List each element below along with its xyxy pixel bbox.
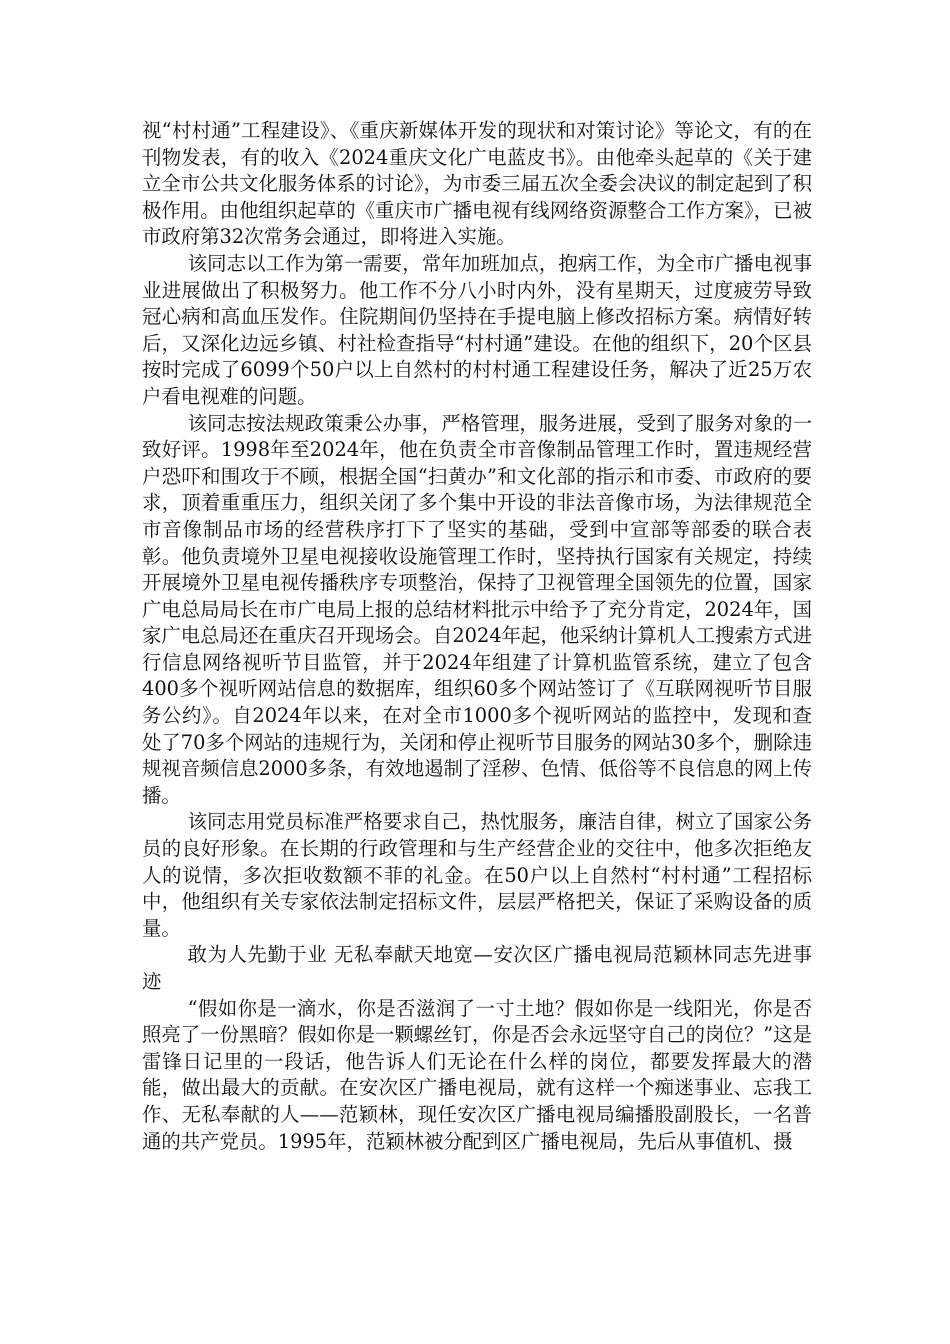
paragraph-integrity: 该同志用党员标准严格要求自己，热忱服务，廉洁自律，树立了国家公务员的良好形象。在长期的行政管理和与生产经营企业的交往中，他多次拒绝友人的说情，多次拒收数额不菲的礼金。在50户以上自然村“村村通”工程招标中，他组织有关专家依法制定招标文件，层层严格把关，保证了采购设备的质量。	[142, 810, 812, 940]
section-heading: 敢为人先勤于业 无私奉献天地宽—安次区广播电视局范颖林同志先进事迹	[142, 943, 812, 993]
paragraph-dedication: 该同志以工作为第一需要，常年加班加点，抱病工作，为全市广播电视事业进展做出了积极努力。他工作不分八小时内外，没有星期天，过度疲劳导致冠心病和高血压发作。住院期间仍坚持在手提电脑上修改招标方案。病情好转后，又深化边远乡镇、村社检查指导“村村通”建设。在他的组织下，20个区县按时完成了6099个50户以上自然村的村村通工程建设任务，解决了近25万农户看电视难的问题。	[142, 251, 812, 408]
paragraph-continuation: 视“村村通”工程建设》、《重庆新媒体开发的现状和对策讨论》等论文，有的在刊物发表，有的收入《2024重庆文化广电蓝皮书》。由他牵头起草的《关于建立全市公共文化服务体系的讨论》，为市委三届五次全委会决议的制定起到了积极作用。由他组织起草的《重庆市广播电视有线网络资源整合工作方案》，已被市政府第32次常务会通过，即将进入实施。	[142, 119, 812, 249]
paragraph-regulation: 该同志按法规政策秉公办事，严格管理，服务进展，受到了服务对象的一致好评。1998年至2024年，他在负责全市音像制品管理工作时，置违规经营户恐吓和围攻于不顾，根据全国“扫黄办”和文化部的指示和市委、市政府的要求，顶着重重压力，组织关闭了多个集中开设的非法音像市场，为法律规范全市音像制品市场的经营秩序打下了坚实的基础，受到中宣部等部委的联合表彰。他负责境外卫星电视接收设施管理工作时，坚持执行国家有关规定，持续开展境外卫星电视传播秩序专项整治，保持了卫视管理全国领先的位置，国家广电总局局长在市广电局上报的总结材料批示中给予了充分肯定，2024年，国家广电总局还在重庆召开现场会。自2024年起，他采纳计算机人工搜索方式进行信息网络视听节目监管，并于2024年组建了计算机监管系统，建立了包含400多个视听网站信息的数据库，组织60多个网站签订了《互联网视听节目服务公约》。自2024年以来，在对全市1000多个视听网站的监控中，发现和查处了70多个网站的违规行为，关闭和停止视听节目服务的网站30多个，删除违规视音频信息2000多条，有效地遏制了淫秽、色情、低俗等不良信息的网上传播。	[142, 411, 812, 807]
document-page	[142, 118, 812, 1155]
paragraph-quote: “假如你是一滴水，你是否滋润了一寸土地？假如你是一线阳光，你是否照亮了一份黑暗？假如你是一颗螺丝钉，你是否会永远坚守自己的岗位？”这是雷锋日记里的一段话，他告诉人们无论在什么样的岗位，都要发挥最大的潜能，做出最大的贡献。在安次区广播电视局，就有这样一个痴迷事业、忘我工作、无私奉献的人——范颖林，现任安次区广播电视局编播股副股长，一名普通的共产党员。1995年，范颖林被分配到区广播电视局，先后从事值机、摄	[142, 996, 812, 1153]
